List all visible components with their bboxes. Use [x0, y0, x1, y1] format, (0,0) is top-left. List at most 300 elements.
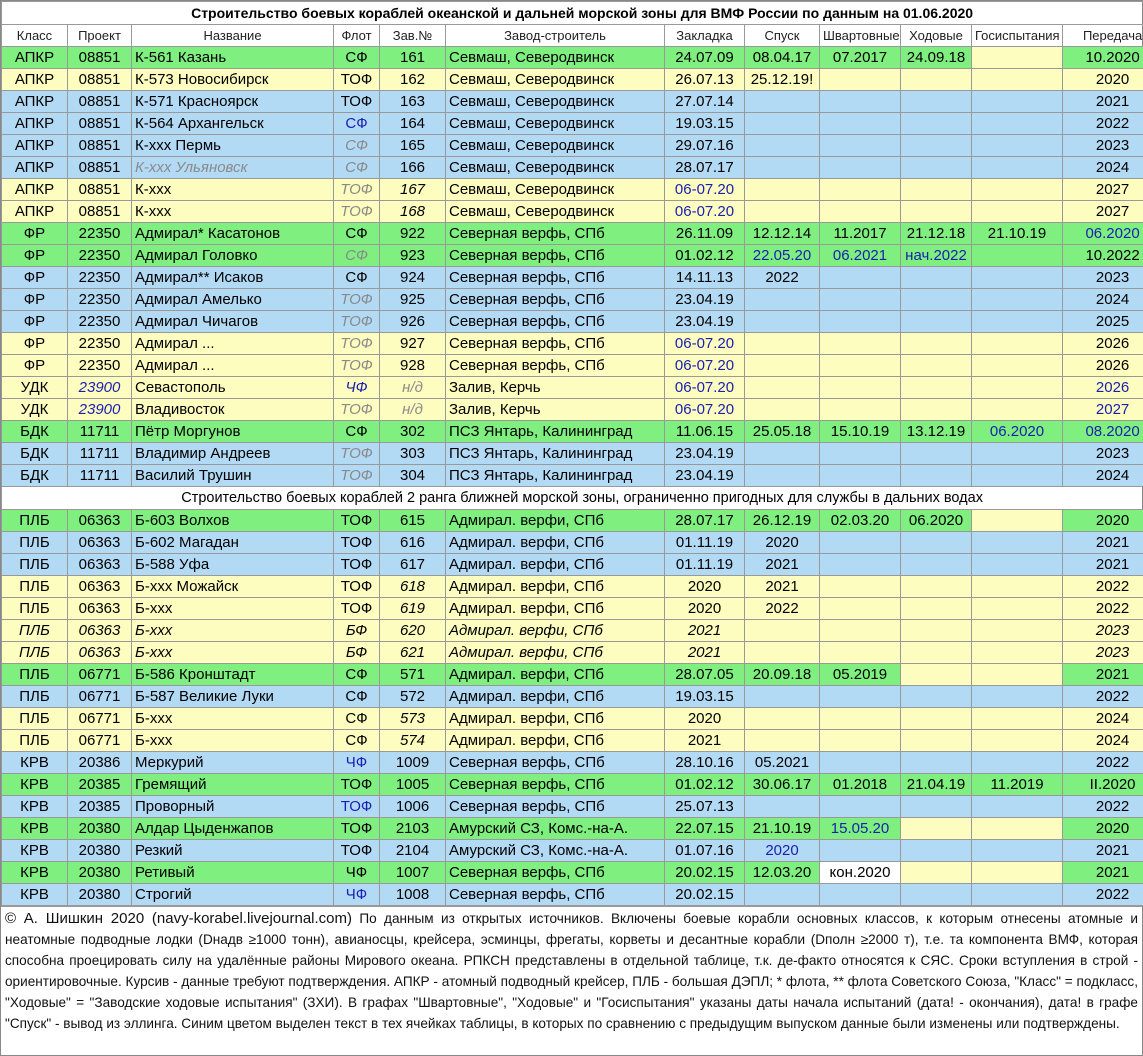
cell-delivery: 2022	[1063, 576, 1143, 598]
cell-sea-trials: нач.2022	[901, 245, 972, 267]
cell-sea-trials	[901, 399, 972, 421]
cell-yard-number: 571	[380, 664, 446, 686]
cell-class: ПЛБ	[2, 620, 68, 642]
cell-plant: Северная верфь, СПб	[446, 862, 665, 884]
cell-state-trials	[972, 576, 1063, 598]
cell-sea-trials	[901, 532, 972, 554]
cell-project: 11711	[68, 421, 132, 443]
cell-sea-trials: 21.12.18	[901, 223, 972, 245]
cell-laid-down: 23.04.19	[665, 443, 745, 465]
cell-project: 22350	[68, 267, 132, 289]
cell-name: Резкий	[132, 840, 334, 862]
cell-sea-trials	[901, 818, 972, 840]
cell-launch: 26.12.19	[745, 510, 820, 532]
cell-laid-down: 06-07.20	[665, 179, 745, 201]
cell-class: ФР	[2, 289, 68, 311]
cell-sea-trials	[901, 598, 972, 620]
cell-project: 20380	[68, 840, 132, 862]
cell-laid-down: 20.02.15	[665, 884, 745, 906]
cell-yard-number: 1006	[380, 796, 446, 818]
cell-laid-down: 2021	[665, 642, 745, 664]
cell-delivery: 08.2020	[1063, 421, 1143, 443]
cell-yard-number: 303	[380, 443, 446, 465]
cell-laid-down: 14.11.13	[665, 267, 745, 289]
cell-plant: Северная верфь, СПб	[446, 333, 665, 355]
cell-class: КРВ	[2, 862, 68, 884]
table-row	[2, 267, 1143, 289]
cell-delivery: 2025	[1063, 311, 1143, 333]
cell-mooring-trials	[820, 157, 901, 179]
cell-mooring-trials	[820, 399, 901, 421]
cell-launch: 05.2021	[745, 752, 820, 774]
cell-mooring-trials: 05.2019	[820, 664, 901, 686]
cell-launch	[745, 642, 820, 664]
table-title: Строительство боевых кораблей океанской и дальней морской зоны для ВМФ России по данным на 01.06.2020	[2, 2, 1143, 25]
cell-launch: 2021	[745, 576, 820, 598]
cell-plant: Северная верфь, СПб	[446, 267, 665, 289]
table-row	[2, 796, 1143, 818]
cell-name: К-571 Красноярск	[132, 91, 334, 113]
cell-name: Адмирал ...	[132, 355, 334, 377]
cell-launch	[745, 443, 820, 465]
cell-sea-trials	[901, 377, 972, 399]
cell-project: 08851	[68, 179, 132, 201]
cell-state-trials	[972, 245, 1063, 267]
cell-mooring-trials	[820, 201, 901, 223]
cell-state-trials	[972, 333, 1063, 355]
cell-delivery: 2023	[1063, 642, 1143, 664]
cell-class: ФР	[2, 245, 68, 267]
cell-name: Б-587 Великие Луки	[132, 686, 334, 708]
column-header: Ходовые	[901, 25, 972, 47]
cell-mooring-trials: кон.2020	[820, 862, 901, 884]
cell-fleet: БФ	[334, 620, 380, 642]
cell-delivery: 2027	[1063, 201, 1143, 223]
cell-class: АПКР	[2, 91, 68, 113]
cell-name: Строгий	[132, 884, 334, 906]
cell-launch: 30.06.17	[745, 774, 820, 796]
cell-class: ПЛБ	[2, 730, 68, 752]
cell-fleet: ЧФ	[334, 862, 380, 884]
cell-sea-trials	[901, 708, 972, 730]
cell-sea-trials	[901, 69, 972, 91]
cell-laid-down: 11.06.15	[665, 421, 745, 443]
cell-plant: Севмаш, Северодвинск	[446, 179, 665, 201]
cell-plant: Адмирал. верфи, СПб	[446, 620, 665, 642]
column-header-row	[2, 25, 1143, 47]
cell-launch: 12.12.14	[745, 223, 820, 245]
cell-project: 20380	[68, 862, 132, 884]
cell-sea-trials	[901, 884, 972, 906]
cell-state-trials	[972, 135, 1063, 157]
cell-name: К-573 Новосибирск	[132, 69, 334, 91]
cell-delivery: 2022	[1063, 113, 1143, 135]
cell-state-trials	[972, 113, 1063, 135]
cell-state-trials	[972, 157, 1063, 179]
cell-class: УДК	[2, 377, 68, 399]
cell-class: ПЛБ	[2, 554, 68, 576]
table-row	[2, 355, 1143, 377]
cell-fleet: СФ	[334, 157, 380, 179]
cell-class: ПЛБ	[2, 642, 68, 664]
cell-launch	[745, 465, 820, 487]
cell-state-trials	[972, 267, 1063, 289]
cell-sea-trials	[901, 686, 972, 708]
table-row	[2, 201, 1143, 223]
table-row	[2, 884, 1143, 906]
cell-yard-number: 1008	[380, 884, 446, 906]
cell-plant: Амурский СЗ, Комс.-на-А.	[446, 840, 665, 862]
cell-yard-number: 1009	[380, 752, 446, 774]
cell-fleet: СФ	[334, 113, 380, 135]
cell-yard-number: 2104	[380, 840, 446, 862]
cell-delivery: 2020	[1063, 69, 1143, 91]
table-row	[2, 532, 1143, 554]
table-row	[2, 576, 1143, 598]
cell-launch	[745, 686, 820, 708]
cell-yard-number: 167	[380, 179, 446, 201]
cell-sea-trials	[901, 465, 972, 487]
cell-laid-down: 26.11.09	[665, 223, 745, 245]
cell-laid-down: 22.07.15	[665, 818, 745, 840]
cell-yard-number: 1005	[380, 774, 446, 796]
cell-state-trials	[972, 355, 1063, 377]
cell-name: Б-ххх	[132, 620, 334, 642]
cell-mooring-trials	[820, 377, 901, 399]
cell-launch	[745, 157, 820, 179]
cell-launch: 2020	[745, 840, 820, 862]
cell-delivery: 2022	[1063, 598, 1143, 620]
cell-delivery: 06.2020	[1063, 223, 1143, 245]
cell-class: АПКР	[2, 113, 68, 135]
cell-launch: 22.05.20	[745, 245, 820, 267]
cell-launch: 2021	[745, 554, 820, 576]
cell-project: 20380	[68, 818, 132, 840]
cell-sea-trials	[901, 135, 972, 157]
cell-state-trials	[972, 69, 1063, 91]
cell-laid-down: 2020	[665, 598, 745, 620]
cell-fleet: ТОФ	[334, 69, 380, 91]
cell-laid-down: 06-07.20	[665, 201, 745, 223]
cell-mooring-trials	[820, 267, 901, 289]
cell-delivery: 2021	[1063, 91, 1143, 113]
cell-state-trials	[972, 840, 1063, 862]
table-row	[2, 752, 1143, 774]
table-row	[2, 223, 1143, 245]
cell-class: ПЛБ	[2, 532, 68, 554]
cell-project: 22350	[68, 245, 132, 267]
cell-delivery: 10.2022	[1063, 245, 1143, 267]
table-row	[2, 818, 1143, 840]
cell-sea-trials	[901, 554, 972, 576]
cell-state-trials	[972, 443, 1063, 465]
cell-fleet: ТОФ	[334, 443, 380, 465]
table-row	[2, 91, 1143, 113]
cell-laid-down: 28.07.17	[665, 157, 745, 179]
cell-name: Адмирал Амелько	[132, 289, 334, 311]
cell-class: БДК	[2, 443, 68, 465]
cell-state-trials	[972, 465, 1063, 487]
cell-yard-number: 925	[380, 289, 446, 311]
cell-plant: Севмаш, Северодвинск	[446, 157, 665, 179]
cell-plant: Северная верфь, СПб	[446, 223, 665, 245]
cell-fleet: ЧФ	[334, 752, 380, 774]
cell-project: 22350	[68, 289, 132, 311]
cell-fleet: ТОФ	[334, 355, 380, 377]
cell-launch	[745, 399, 820, 421]
table-row	[2, 620, 1143, 642]
cell-sea-trials	[901, 355, 972, 377]
cell-project: 06363	[68, 642, 132, 664]
cell-laid-down: 27.07.14	[665, 91, 745, 113]
cell-sea-trials	[901, 91, 972, 113]
cell-plant: Адмирал. верфи, СПб	[446, 510, 665, 532]
cell-name: К-561 Казань	[132, 47, 334, 69]
cell-launch	[745, 333, 820, 355]
cell-laid-down: 06-07.20	[665, 399, 745, 421]
cell-yard-number: 927	[380, 333, 446, 355]
cell-launch	[745, 730, 820, 752]
cell-delivery: 2022	[1063, 752, 1143, 774]
cell-sea-trials	[901, 730, 972, 752]
cell-project: 06363	[68, 510, 132, 532]
table-row	[2, 862, 1143, 884]
cell-mooring-trials	[820, 642, 901, 664]
cell-fleet: ТОФ	[334, 91, 380, 113]
cell-class: УДК	[2, 399, 68, 421]
cell-project: 08851	[68, 135, 132, 157]
cell-mooring-trials	[820, 620, 901, 642]
table-row	[2, 289, 1143, 311]
cell-laid-down: 25.07.13	[665, 796, 745, 818]
cell-yard-number: 922	[380, 223, 446, 245]
table-row	[2, 510, 1143, 532]
cell-plant: Адмирал. верфи, СПб	[446, 686, 665, 708]
cell-fleet: СФ	[334, 223, 380, 245]
table-row	[2, 465, 1143, 487]
cell-yard-number: 304	[380, 465, 446, 487]
cell-plant: Адмирал. верфи, СПб	[446, 664, 665, 686]
cell-launch	[745, 620, 820, 642]
cell-name: К-564 Архангельск	[132, 113, 334, 135]
table-row	[2, 47, 1143, 69]
cell-class: ПЛБ	[2, 686, 68, 708]
cell-class: АПКР	[2, 135, 68, 157]
cell-name: Владивосток	[132, 399, 334, 421]
cell-yard-number: 166	[380, 157, 446, 179]
cell-yard-number: 618	[380, 576, 446, 598]
cell-state-trials	[972, 862, 1063, 884]
cell-state-trials	[972, 708, 1063, 730]
cell-name: Б-588 Уфа	[132, 554, 334, 576]
cell-project: 06363	[68, 620, 132, 642]
cell-sea-trials	[901, 576, 972, 598]
cell-class: АПКР	[2, 47, 68, 69]
column-header: Проект	[68, 25, 132, 47]
cell-name: Б-586 Кронштадт	[132, 664, 334, 686]
cell-class: АПКР	[2, 179, 68, 201]
footer-notes	[1, 906, 1142, 1034]
cell-delivery: 2020	[1063, 818, 1143, 840]
cell-name: Василий Трушин	[132, 465, 334, 487]
cell-project: 06771	[68, 730, 132, 752]
cell-delivery: 2023	[1063, 443, 1143, 465]
cell-sea-trials	[901, 862, 972, 884]
cell-delivery: 2023	[1063, 135, 1143, 157]
cell-state-trials: 11.2019	[972, 774, 1063, 796]
cell-plant: Амурский СЗ, Комс.-на-А.	[446, 818, 665, 840]
cell-yard-number: 302	[380, 421, 446, 443]
cell-laid-down: 23.04.19	[665, 311, 745, 333]
cell-state-trials	[972, 179, 1063, 201]
cell-laid-down: 23.04.19	[665, 465, 745, 487]
cell-name: Адмирал Чичагов	[132, 311, 334, 333]
cell-state-trials	[972, 510, 1063, 532]
cell-fleet: ТОФ	[334, 333, 380, 355]
cell-project: 08851	[68, 201, 132, 223]
cell-name: Б-ххх	[132, 598, 334, 620]
cell-plant: Северная верфь, СПб	[446, 774, 665, 796]
cell-plant: Залив, Керчь	[446, 399, 665, 421]
cell-fleet: ТОФ	[334, 399, 380, 421]
cell-delivery: 2024	[1063, 289, 1143, 311]
table-row	[2, 311, 1143, 333]
cell-project: 06771	[68, 664, 132, 686]
cell-mooring-trials	[820, 289, 901, 311]
cell-fleet: ТОФ	[334, 532, 380, 554]
cell-delivery: 2021	[1063, 554, 1143, 576]
cell-laid-down: 06-07.20	[665, 333, 745, 355]
cell-project: 20386	[68, 752, 132, 774]
cell-name: Б-ххх	[132, 708, 334, 730]
cell-class: КРВ	[2, 818, 68, 840]
cell-project: 11711	[68, 465, 132, 487]
cell-project: 08851	[68, 69, 132, 91]
cell-yard-number: 926	[380, 311, 446, 333]
cell-mooring-trials	[820, 135, 901, 157]
cell-mooring-trials	[820, 598, 901, 620]
cell-class: КРВ	[2, 840, 68, 862]
table-row	[2, 399, 1143, 421]
cell-state-trials	[972, 818, 1063, 840]
cell-sea-trials	[901, 289, 972, 311]
cell-project: 06363	[68, 554, 132, 576]
cell-project: 08851	[68, 47, 132, 69]
cell-mooring-trials	[820, 554, 901, 576]
cell-class: ПЛБ	[2, 510, 68, 532]
cell-fleet: ЧФ	[334, 884, 380, 906]
cell-mooring-trials	[820, 532, 901, 554]
cell-laid-down: 2021	[665, 620, 745, 642]
cell-class: ПЛБ	[2, 598, 68, 620]
cell-project: 06363	[68, 532, 132, 554]
cell-plant: Севмаш, Северодвинск	[446, 47, 665, 69]
cell-sea-trials: 24.09.18	[901, 47, 972, 69]
cell-sea-trials: 13.12.19	[901, 421, 972, 443]
cell-fleet: СФ	[334, 664, 380, 686]
cell-fleet: ТОФ	[334, 201, 380, 223]
cell-name: Адмирал Головко	[132, 245, 334, 267]
cell-name: Адмирал* Касатонов	[132, 223, 334, 245]
cell-name: Б-603 Волхов	[132, 510, 334, 532]
cell-yard-number: 928	[380, 355, 446, 377]
cell-state-trials	[972, 796, 1063, 818]
cell-name: Владимир Андреев	[132, 443, 334, 465]
cell-yard-number: н/д	[380, 377, 446, 399]
cell-sea-trials	[901, 620, 972, 642]
cell-class: КРВ	[2, 774, 68, 796]
cell-plant: Адмирал. верфи, СПб	[446, 576, 665, 598]
cell-yard-number: 621	[380, 642, 446, 664]
cell-fleet: ТОФ	[334, 289, 380, 311]
cell-name: Проворный	[132, 796, 334, 818]
table-row	[2, 443, 1143, 465]
cell-mooring-trials	[820, 355, 901, 377]
cell-fleet: СФ	[334, 708, 380, 730]
cell-project: 22350	[68, 223, 132, 245]
cell-state-trials	[972, 620, 1063, 642]
cell-project: 22350	[68, 355, 132, 377]
cell-delivery: 10.2020	[1063, 47, 1143, 69]
cell-name: Меркурий	[132, 752, 334, 774]
cell-launch: 2020	[745, 532, 820, 554]
cell-fleet: ТОФ	[334, 840, 380, 862]
cell-sea-trials	[901, 796, 972, 818]
cell-plant: Адмирал. верфи, СПб	[446, 642, 665, 664]
cell-plant: Северная верфь, СПб	[446, 752, 665, 774]
cell-class: ФР	[2, 267, 68, 289]
cell-launch	[745, 289, 820, 311]
cell-class: ФР	[2, 355, 68, 377]
ships-table	[1, 1, 1143, 906]
cell-sea-trials	[901, 333, 972, 355]
cell-launch	[745, 796, 820, 818]
table-row	[2, 377, 1143, 399]
table-row	[2, 708, 1143, 730]
cell-plant: Адмирал. верфи, СПб	[446, 708, 665, 730]
cell-mooring-trials	[820, 69, 901, 91]
cell-delivery: 2026	[1063, 355, 1143, 377]
cell-mooring-trials: 11.2017	[820, 223, 901, 245]
cell-mooring-trials	[820, 113, 901, 135]
cell-delivery: 2022	[1063, 686, 1143, 708]
cell-state-trials	[972, 201, 1063, 223]
footer-text: По данным из открытых источников. Включены боевые корабли основных классов, к которым отнесены атомные и неатомные подводные лодки (Dнадв ≥1000 тонн), авианосцы, крейсера, эсминцы, фрегаты, корветы и десантные корабли (Dполн ≥2000 т), т.е. та компонента ВМФ, которая способна проецировать силу на удалённые районы Мирового океана. РПКСН представлены в отдельной таблице, т.к. де-факто относятся к СЯС. Сроки вступления в строй - ориентировочные. Курсив - данные требуют подтверждения. АПКР - атомный подводный крейсер, ПЛБ - большая ДЭПЛ; * флота, ** флота Советского Союза, "Класс" = подкласс, "Ходовые" = "Заводские ходовые испытания" (ЗХИ). В графах "Швартовные", "Ходовые" и "Госиспытания" указаны даты начала испытаний (дата! - окончания), дата! в графе "Спуск" - вывод из эллинга. Синим цветом выделен текст в тех ячейках таблицы, в которых по сравнению с предыдущим выпуском данные были изменены или подтверждены.	[5, 911, 1138, 1031]
table-row	[2, 730, 1143, 752]
cell-name: К-ххх	[132, 179, 334, 201]
column-header: Закладка	[665, 25, 745, 47]
cell-plant: ПСЗ Янтарь, Калининград	[446, 421, 665, 443]
column-header: Завод-строитель	[446, 25, 665, 47]
cell-fleet: ТОФ	[334, 554, 380, 576]
cell-class: АПКР	[2, 201, 68, 223]
cell-delivery: 2022	[1063, 796, 1143, 818]
cell-launch	[745, 311, 820, 333]
cell-yard-number: 1007	[380, 862, 446, 884]
cell-sea-trials	[901, 157, 972, 179]
cell-name: Б-ххх	[132, 642, 334, 664]
cell-laid-down: 01.11.19	[665, 532, 745, 554]
cell-class: АПКР	[2, 157, 68, 179]
cell-delivery: 2020	[1063, 510, 1143, 532]
cell-sea-trials	[901, 664, 972, 686]
cell-sea-trials	[901, 311, 972, 333]
cell-delivery: 2024	[1063, 708, 1143, 730]
cell-state-trials	[972, 664, 1063, 686]
cell-fleet: ТОФ	[334, 510, 380, 532]
cell-launch: 20.09.18	[745, 664, 820, 686]
cell-delivery: 2027	[1063, 179, 1143, 201]
